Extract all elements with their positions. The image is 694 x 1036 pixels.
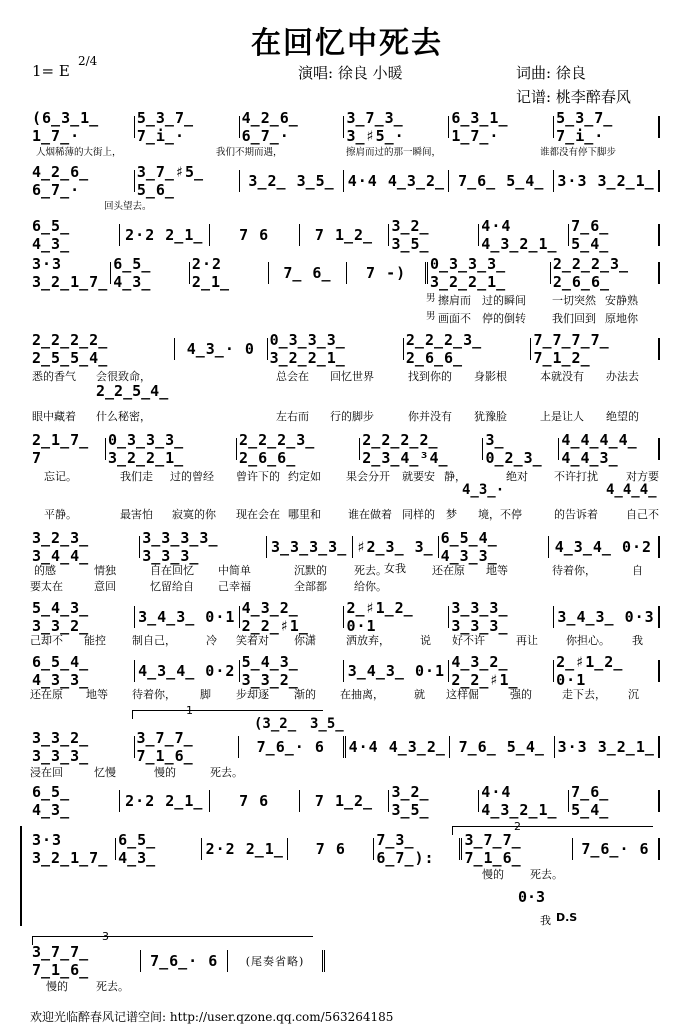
measure: 3̲2̲ 3̲5̲ <box>389 790 479 812</box>
measure: 3·3 3̲2̲1̲ <box>554 170 660 192</box>
lyric: 现在会在 <box>236 508 280 521</box>
lyric: 情独 <box>94 564 116 577</box>
measure: 3̲ 0̲2̲3̲ <box>483 438 559 460</box>
measure: 7̲6̲ 5̲4̲ <box>449 170 554 192</box>
measure: 2̲2̲2̲2̲ 2̲3̲4̲³4̲ <box>360 438 483 460</box>
lyric: 死去。 <box>530 868 563 881</box>
lyric: 的感 <box>34 564 56 577</box>
lyric: 绝望的 <box>606 410 639 423</box>
measure: 5̲3̲7̲ 7̲i̲· <box>554 116 660 138</box>
lyric: 谁在做着 <box>348 508 392 521</box>
measure: 7̲6̲ 5̲4̲ <box>569 790 660 812</box>
lyric: 忆留给自 <box>150 580 194 593</box>
measure: 0̲3̲3̲3̲ 3̲2̲2̲1̲ <box>428 262 551 284</box>
lyric: 说 <box>420 634 431 647</box>
alt-notes: 4̲3̲· <box>462 482 505 498</box>
lyric: 我 <box>540 914 551 927</box>
lyric: 安静熟 <box>605 294 638 307</box>
lyric: 这样倔 <box>446 688 479 701</box>
measure: 7̲6̲· 6 <box>573 838 660 860</box>
lyric: 还在原 <box>432 564 465 577</box>
measure: 3̲4̲3̲ 0·3 <box>554 606 660 628</box>
lyric: 犹豫脸 <box>474 410 507 423</box>
lyric: 眼中藏着 <box>32 410 76 423</box>
lyric: 人烟稀薄的大街上， <box>36 147 122 158</box>
lyric: 地等 <box>86 688 108 701</box>
measure: 3̲3̲3̲3̲ <box>267 536 353 558</box>
lyric: 沉默的 <box>294 564 327 577</box>
lyric: 寂寞的你 <box>172 508 216 521</box>
lyric: 画面不 <box>438 312 471 325</box>
lyric: 给你。 <box>354 580 387 593</box>
measure: 6̲5̲ 4̲3̲ <box>111 262 190 284</box>
measure: 3̲7̲7̲ 7̲1̲6̲ <box>30 950 141 972</box>
lyric: 找到你的 <box>408 370 452 383</box>
dal-segno-mark: D.S <box>556 911 578 924</box>
measure: 6̲5̲4̲ 4̲3̲3̲ <box>30 660 135 682</box>
measure: 4̲4̲4̲4̲ 4̲4̲3̲ <box>559 438 660 460</box>
voice-marker: 男 <box>426 311 436 322</box>
lyric: 能控 <box>84 634 106 647</box>
lyric: 停的倒转 <box>482 312 526 325</box>
lyric: 境，不停 <box>478 508 522 521</box>
measure: 7 1̲2̲ <box>300 224 390 246</box>
measure: 7 6 <box>210 224 300 246</box>
lyric: 原地你 <box>605 312 638 325</box>
lyric: 死去。 <box>210 766 243 779</box>
measure: 4·4 4̲3̲2̲1̲ <box>479 790 569 812</box>
measure: 6̲5̲ 4̲3̲ <box>30 790 120 812</box>
lyric: 擦肩而过的那一瞬间， <box>346 147 442 158</box>
measure: 7̲6̲· 6 <box>239 736 346 758</box>
measure: 3̲4̲3̲ 0·1 <box>344 660 449 682</box>
lyric: 要太在 <box>30 580 63 593</box>
lyric: 约定如 <box>288 470 321 483</box>
measure: 4̲3̲4̲ 0·2 <box>135 660 240 682</box>
measure: 4·4 4̲3̲2̲ <box>346 736 451 758</box>
lyric: 自 <box>632 564 643 577</box>
voice-marker: 男 <box>426 293 436 304</box>
alt-notes: 0·3 <box>518 888 546 906</box>
lyric: 办法去 <box>606 370 639 383</box>
lyric: 行的脚步 <box>330 410 374 423</box>
lyric: 静， <box>444 470 466 483</box>
measure: 4̲3̲· 0 <box>175 338 268 360</box>
measure: (尾奏省略) <box>228 950 325 972</box>
lyric: 自己不 <box>626 508 659 521</box>
measure: 7 -) <box>347 262 428 284</box>
score-row-1 <box>30 109 660 145</box>
lyric: 果会分开 <box>346 470 390 483</box>
score-row-2 <box>30 163 660 199</box>
lyric: 你并没有 <box>408 410 452 423</box>
lyric: 地等 <box>486 564 508 577</box>
measure: 4·4 4̲3̲2̲ <box>344 170 449 192</box>
time-signature <box>78 56 97 67</box>
lyric: 哪里和 <box>288 508 321 521</box>
composer-credit: 词曲: 徐良 <box>516 64 586 82</box>
score-row-4 <box>30 255 660 291</box>
lyric: 待着你， <box>552 564 596 577</box>
score-row-7 <box>30 529 660 565</box>
lyric: 忆慢 <box>94 766 116 779</box>
measure: 5̲4̲3̲ 3̲3̲2̲ <box>240 660 345 682</box>
lyric: 脚 <box>200 688 211 701</box>
lyric: 就 <box>414 688 425 701</box>
measure: 3·3 3̲2̲1̲7̲ <box>30 262 111 284</box>
measure: 5̲4̲3̲ 3̲3̲2̲ <box>30 606 135 628</box>
lyric: 洒放弃， <box>346 634 390 647</box>
measure: 4̲3̲2̲ 2̲2̲♯1̲ <box>449 660 554 682</box>
measure: 2·2 2̲1̲ <box>190 262 269 284</box>
lyric: 同样的 <box>402 508 435 521</box>
lyric: 慢的 <box>482 868 504 881</box>
alt-notes: 3̲5̲ <box>310 716 344 732</box>
lyric: 在抽离， <box>340 688 384 701</box>
measure: 6̲5̲ 4̲3̲ <box>30 224 120 246</box>
measure: 0̲3̲3̲3̲ 3̲2̲2̲1̲ <box>106 438 237 460</box>
measure: 3·3 3̲2̲1̲ <box>555 736 661 758</box>
footer-credit: 欢迎光临醉春风记谱空间: http://user.qzone.qq.com/563264185 <box>30 1010 394 1024</box>
lyric: 冷 <box>206 634 217 647</box>
score-row-3 <box>30 217 660 253</box>
lyric: 我们走 <box>120 470 153 483</box>
lyric: 我们不期而遇， <box>216 147 283 158</box>
lyric: 自在回忆 <box>150 564 194 577</box>
lyric: 走下去， <box>562 688 606 701</box>
lyric: 死去。 <box>96 980 129 993</box>
score-row-5 <box>30 331 660 367</box>
lyric: 待着你， <box>132 688 176 701</box>
measure: 3·3 3̲2̲1̲7̲ <box>30 838 116 860</box>
measure: 7̲3̲ 6̲7̲): <box>374 838 462 860</box>
alt-notes: (3̲2̲ <box>254 716 297 732</box>
measure: 7̲7̲7̲7̲ 7̲1̲2̲ <box>531 338 660 360</box>
lyric: 绝对 <box>506 470 528 483</box>
lyric: 不许打扰 <box>554 470 598 483</box>
lyric: 擦肩而 <box>438 294 471 307</box>
measure: 3̲7̲♯5̲ 5̲6̲ <box>135 170 240 192</box>
lyric: 死去。 <box>354 564 387 577</box>
lyric: 浸在回 <box>30 766 63 779</box>
lyric: 回头望去。 <box>104 201 152 212</box>
measure: 2̲2̲2̲3̲ 2̲6̲6̲ <box>404 338 532 360</box>
measure: (6̲3̲1̲ 1̲7̲· <box>30 116 135 138</box>
measure: 4̲2̲6̲ 6̲7̲· <box>30 170 135 192</box>
system-bracket <box>20 826 25 926</box>
lyric: 谁都没有停下脚步 <box>540 147 617 158</box>
score-row-10 <box>30 729 660 765</box>
measure: ♯2̲3̲ 3̲ <box>353 536 439 558</box>
measure: 3̲3̲2̲ 3̲3̲3̲ <box>30 736 135 758</box>
lyric: 悉的香气 <box>32 370 76 383</box>
lyric: 沉 <box>628 688 639 701</box>
time-signature-value: 2/4 <box>78 54 98 68</box>
measure: 3̲2̲ 3̲5̲ <box>389 224 479 246</box>
lyric: 步却逐 <box>236 688 269 701</box>
lyric: 你潇 <box>294 634 316 647</box>
lyric: 平静。 <box>44 508 77 521</box>
lyric: 中简单 <box>218 564 251 577</box>
measure: 3̲7̲3̲ 3̲♯5̲· <box>344 116 449 138</box>
lyric: 渐的 <box>294 688 316 701</box>
lyric: 我 <box>632 634 643 647</box>
measure: 6̲5̲ 4̲3̲ <box>116 838 202 860</box>
score-row-8 <box>30 599 660 635</box>
measure: 2·2 2̲1̲ <box>120 790 210 812</box>
lyric: 我们回到 <box>552 312 596 325</box>
lyric: 强的 <box>510 688 532 701</box>
lyric: 一切突然 <box>552 294 596 307</box>
lyric: 就要安 <box>402 470 435 483</box>
measure: 7̲6̲ 5̲4̲ <box>569 224 660 246</box>
lyric: 上是让人 <box>540 410 584 423</box>
lyric: 对方要 <box>626 470 659 483</box>
measure: 4̲2̲6̲ 6̲7̲· <box>240 116 345 138</box>
measure: 2·2 2̲1̲ <box>202 838 288 860</box>
lyric: 己却不 <box>30 634 63 647</box>
lyric: 慢的 <box>46 980 68 993</box>
measure: 2̲1̲7̲ 7 <box>30 438 106 460</box>
lyric: 总会在 <box>276 370 309 383</box>
measure: 7̲6̲ 5̲4̲ <box>450 736 555 758</box>
lyric: 会很致命， <box>96 370 151 383</box>
lyric: 什么秘密， <box>96 410 151 423</box>
measure: 2̲♯1̲2̲ 0·1 <box>554 660 660 682</box>
score-row-13 <box>30 943 325 979</box>
lyric: 笑着对 <box>236 634 269 647</box>
lyric: 身影根 <box>474 370 507 383</box>
lyric: 意回 <box>94 580 116 593</box>
measure: 4̲3̲4̲ 0·2 <box>549 536 660 558</box>
transcriber-credit: 记谱: 桃李醉春风 <box>516 88 631 106</box>
measure: 2̲2̲2̲3̲ 2̲6̲6̲ <box>551 262 660 284</box>
score-row-11 <box>30 783 660 819</box>
measure: 0̲3̲3̲3̲ 3̲2̲2̲1̲ <box>268 338 404 360</box>
lyric: 慢的 <box>154 766 176 779</box>
score-row-12 <box>30 831 660 867</box>
key-signature: 1= E <box>32 62 70 80</box>
lyric: 曾许下的 <box>236 470 280 483</box>
measure: 3̲7̲7̲ 7̲1̲6̲ <box>462 838 572 860</box>
lyric: 全部都 <box>294 580 327 593</box>
lyric: 忘记。 <box>44 470 77 483</box>
measure: 7 6 <box>210 790 300 812</box>
song-title: 在回忆中死去 <box>251 26 443 61</box>
lyric: 好不许 <box>452 634 485 647</box>
score-row-9 <box>30 653 660 689</box>
measure: 2̲2̲2̲3̲ 2̲6̲6̲ <box>237 438 360 460</box>
measure: 2̲2̲2̲2̲ 2̲5̲5̲4̲ <box>30 338 175 360</box>
lyric: 回忆世界 <box>330 370 374 383</box>
volta-number: 3 <box>102 930 109 943</box>
lyric: 还在原 <box>30 688 63 701</box>
measure: 3̲3̲3̲3̲ 3̲3̲3̲ <box>140 536 266 558</box>
measure: 4·4 4̲3̲2̲1̲ <box>479 224 569 246</box>
alt-notes: 4̲4̲4̲ <box>606 482 657 498</box>
volta-number: 2 <box>514 820 521 833</box>
measure: 3̲3̲3̲ 3̲3̲3̲ <box>449 606 554 628</box>
score-row-6 <box>30 431 660 467</box>
alt-notes: 2̲2̲5̲4̲ <box>96 382 169 400</box>
measure: 7 6 <box>288 838 374 860</box>
lyric: 梦 <box>446 508 457 521</box>
lyric: 最害怕 <box>120 508 153 521</box>
lyric: 的告诉着 <box>554 508 598 521</box>
measure: 7̲ 6̲ <box>269 262 348 284</box>
measure: 4̲3̲2̲ 2̲2̲♯1̲ <box>240 606 345 628</box>
lyric: 女我 <box>384 562 406 575</box>
measure: 7 1̲2̲ <box>300 790 390 812</box>
lyric: 过的瞬间 <box>482 294 526 307</box>
lyric: 你担心。 <box>566 634 610 647</box>
lyric: 本就没有 <box>540 370 584 383</box>
lyric: 制自己， <box>132 634 176 647</box>
measure: 7̲6̲· 6 <box>141 950 228 972</box>
measure: 6̲3̲1̲ 1̲7̲· <box>449 116 554 138</box>
measure: 2̲♯1̲2̲ 0·1 <box>344 606 449 628</box>
lyric: 再让 <box>516 634 538 647</box>
measure: 3̲2̲ 3̲5̲ <box>240 170 345 192</box>
lyric: 己幸福 <box>218 580 251 593</box>
lyric: 左右而 <box>276 410 309 423</box>
measure: 6̲5̲4̲ 4̲3̲3̲ <box>439 536 549 558</box>
measure: 3̲7̲7̲ 7̲1̲6̲ <box>135 736 240 758</box>
measure: 3̲4̲3̲ 0·1 <box>135 606 240 628</box>
measure: 2·2 2̲1̲ <box>120 224 210 246</box>
volta-number: 1 <box>186 704 193 717</box>
measure: 5̲3̲7̲ 7̲i̲· <box>135 116 240 138</box>
lyric: 过的曾经 <box>170 470 214 483</box>
singer-credit: 演唱: 徐良 小暖 <box>298 64 403 82</box>
measure: 3̲2̲3̲ 3̲4̲4̲ <box>30 536 140 558</box>
